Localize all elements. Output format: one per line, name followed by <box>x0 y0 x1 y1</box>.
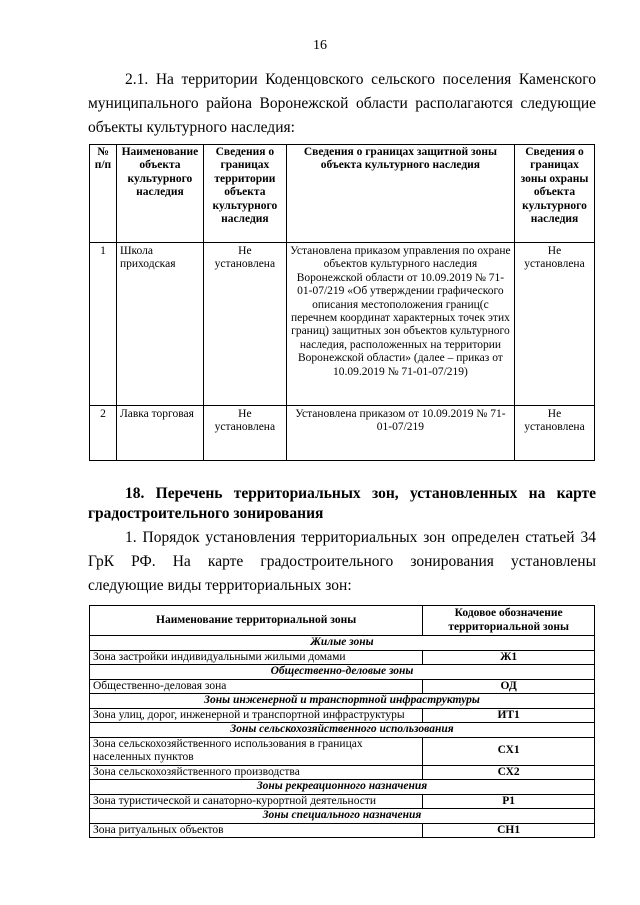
table-row <box>90 243 595 406</box>
row-number: 2 <box>90 406 117 461</box>
zones-intro-paragraph: 1. Порядок установления территориальных зон определен статьей 34 ГрК РФ. На карте градостроительного зонирования установлены следующие виды территориальных зон: <box>88 529 596 594</box>
section-heading: 18. Перечень территориальных зон, установленных на карте градостроительного зонирования <box>88 485 596 522</box>
col-territory-header: Сведения о границах территории объекта культурного наследия <box>203 145 286 243</box>
zone-code: СН1 <box>423 823 595 838</box>
zone-name: Зона сельскохозяйственного производства <box>90 765 423 780</box>
protection-zone-info: Не установлена <box>515 243 595 406</box>
zone-code: СХ2 <box>423 765 595 780</box>
col-protection-zone-header: Сведения о границах зоны охраны объекта культурного наследия <box>515 145 595 243</box>
zone-name: Зона сельскохозяйственного использования в границах населенных пунктов <box>90 737 423 765</box>
zone-name: Общественно-деловая зона <box>90 679 423 694</box>
zone-group-row <box>90 636 595 651</box>
zone-name: Зона ритуальных объектов <box>90 823 423 838</box>
zone-group-row <box>90 694 595 709</box>
col-protective-zone-header: Сведения о границах защитной зоны объекта культурного наследия <box>286 145 514 243</box>
col-number-header: № п/п <box>90 145 117 243</box>
zone-name: Зона застройки индивидуальными жилыми домами <box>90 650 423 665</box>
protective-zone-info: Установлена приказом от 10.09.2019 № 71-01-07/219 <box>286 406 514 461</box>
table-row <box>90 765 595 780</box>
territorial-zones-table <box>89 605 595 838</box>
zone-group-row <box>90 809 595 824</box>
object-name: Лавка торговая <box>116 406 203 461</box>
row-number: 1 <box>90 243 117 406</box>
table-row <box>90 708 595 723</box>
territory-info: Не установлена <box>203 243 286 406</box>
zone-group-title: Зоны инженерной и транспортной инфраструктуры <box>90 694 595 709</box>
zone-group-title: Зоны рекреационного назначения <box>90 780 595 795</box>
table-row <box>90 406 595 461</box>
zone-code: ОД <box>423 679 595 694</box>
zone-group-title: Общественно-деловые зоны <box>90 665 595 680</box>
zone-code: Р1 <box>423 794 595 809</box>
zones-table-header <box>90 606 595 636</box>
territory-info: Не установлена <box>203 406 286 461</box>
zone-group-row <box>90 665 595 680</box>
table-row <box>90 650 595 665</box>
table-row <box>90 737 595 765</box>
table-row <box>90 679 595 694</box>
zone-group-title: Жилые зоны <box>90 636 595 651</box>
zone-code: СХ1 <box>423 737 595 765</box>
page-number: 16 <box>313 38 327 53</box>
zone-name-header: Наименование территориальной зоны <box>90 606 423 636</box>
heritage-table-header <box>90 145 595 243</box>
zone-group-title: Зоны сельскохозяйственного использования <box>90 723 595 738</box>
object-name: Школа приходская <box>116 243 203 406</box>
col-name-header: Наименование объекта культурного наследия <box>116 145 203 243</box>
table-row <box>90 794 595 809</box>
zone-group-row <box>90 723 595 738</box>
protective-zone-info: Установлена приказом управления по охране объектов культурного наследия Воронежской области от 10.09.2019 № 71-01-07/219 «Об утверждении графического описания местоположения границ(с перечнем координат характерных точек этих границ) защитных зон объектов культурного наследия, расположенных на территории Воронежской области» (далее – приказ от 10.09.2019 № 71-01-07/219) <box>286 243 514 406</box>
intro-paragraph: 2.1. На территории Коденцовского сельского поселения Каменского муниципального района Воронежской области располагаются следующие объекты культурного наследия: <box>88 71 596 136</box>
zone-group-title: Зоны специального назначения <box>90 809 595 824</box>
zone-name: Зона улиц, дорог, инженерной и транспортной инфраструктуры <box>90 708 423 723</box>
zone-code: ИТ1 <box>423 708 595 723</box>
table-row <box>90 823 595 838</box>
protection-zone-info: Не установлена <box>515 406 595 461</box>
heritage-objects-table <box>89 144 595 461</box>
zone-group-row <box>90 780 595 795</box>
zone-name: Зона туристической и санаторно-курортной деятельности <box>90 794 423 809</box>
zone-code-header: Кодовое обозначение территориальной зоны <box>423 606 595 636</box>
zone-code: Ж1 <box>423 650 595 665</box>
